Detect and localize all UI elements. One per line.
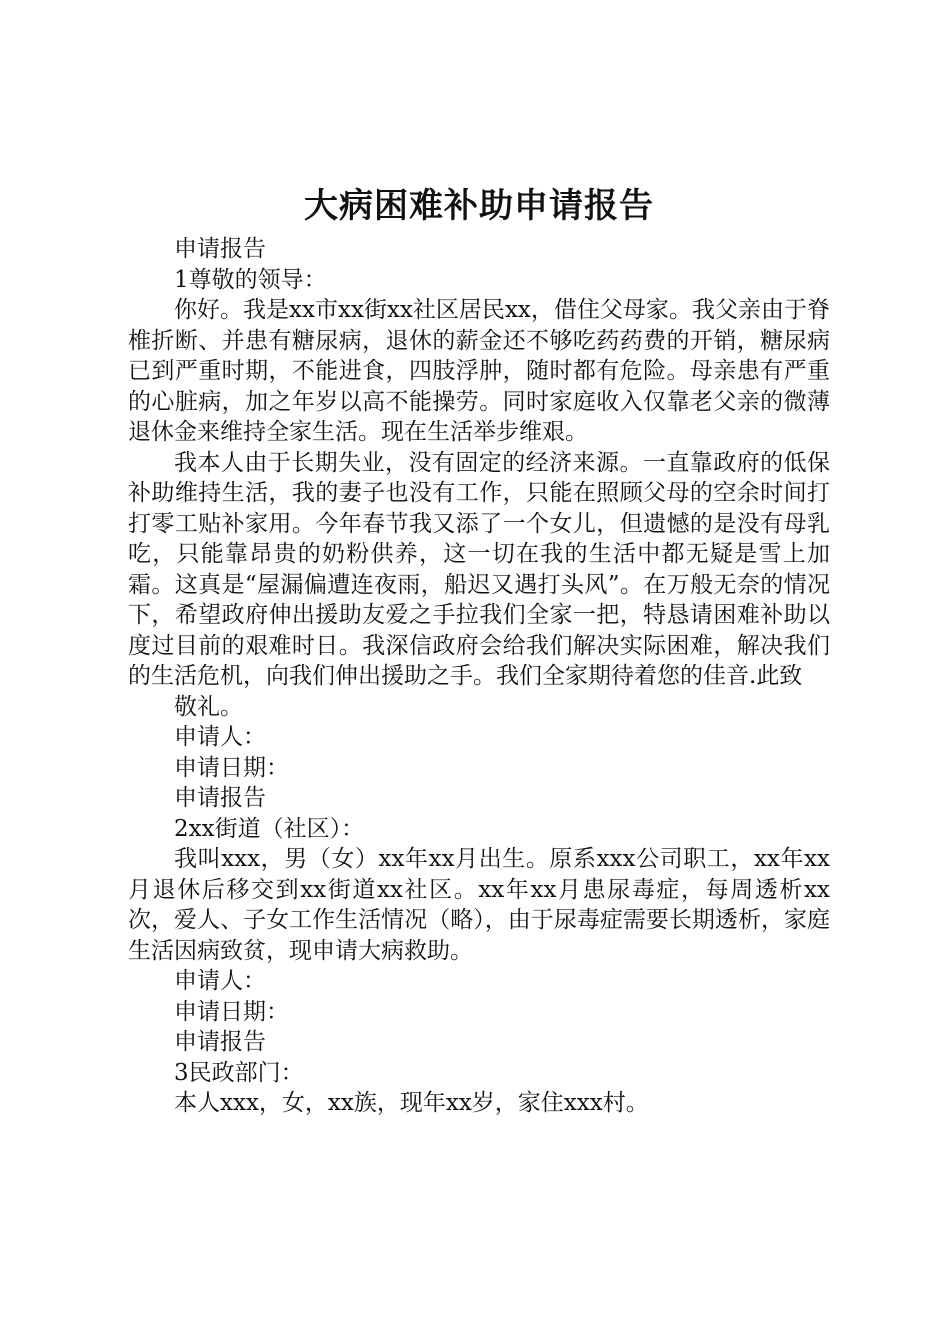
date-label: 申请日期： <box>174 998 289 1025</box>
date-label: 申请日期： <box>174 754 289 781</box>
section-heading: 申请报告 <box>174 236 266 262</box>
salutation: 3民政部门： <box>174 1059 304 1086</box>
document-body <box>128 234 830 1119</box>
document-title: 大病困难补助申请报告 <box>304 186 654 226</box>
closing: 敬礼。 <box>174 693 243 720</box>
salutation: 2xx街道（社区）： <box>174 815 365 842</box>
body-paragraph: 我本人由于长期失业，没有固定的经济来源。一直靠政府的低保补助维持生活，我的妻子也没有工作，只能在照顾父母的空余时间打打零工贴补家用。今年春节我又添了一个女儿，但遗憾的是没有母乳吃，只能靠昂贵的奶粉供养，这一切在我的生活中都无疑是雪上加霜。这真是“屋漏偏遭连夜雨，船迟又遇打头风”。在万般无奈的情况下，希望政府伸出援助友爱之手拉我们全家一把，特恳请困难补助以度过目前的艰难时日。我深信政府会给我们解决实际困难，解决我们的生活危机，向我们伸出援助之手。我们全家期待着您的佳音.此致 <box>128 449 830 689</box>
applicant-label: 申请人： <box>174 724 266 750</box>
body-paragraph: 我叫xxx，男（女）xx年xx月出生。原系xxx公司职工，xx年xx月退休后移交到xx街道xx社区。xx年xx月患尿毒症，每周透析xx次，爱人、子女工作生活情况（略），由于尿毒症需要长期透析，家庭生活因病致贫，现申请大病救助。 <box>128 846 830 964</box>
body-line: 本人xxx，女，xx族，现年xx岁，家住xxx村。 <box>174 1090 649 1116</box>
body-paragraph: 你好。我是xx市xx街xx社区居民xx，借住父母家。我父亲由于脊椎折断、并患有糖尿病，退休的薪金还不够吃药药费的开销，糖尿病已到严重时期，不能进食，四肢浮肿，随时都有危险。母亲患有严重的心脏病，加之年岁以高不能操劳。同时家庭收入仅靠老父亲的微薄退休金来维持全家生活。现在生活举步维艰。 <box>128 297 830 445</box>
section-heading: 申请报告 <box>174 1029 266 1055</box>
salutation: 1尊敬的领导： <box>174 266 327 293</box>
applicant-label: 申请人： <box>174 968 266 994</box>
document-page <box>128 180 830 1119</box>
section-heading: 申请报告 <box>174 785 266 811</box>
